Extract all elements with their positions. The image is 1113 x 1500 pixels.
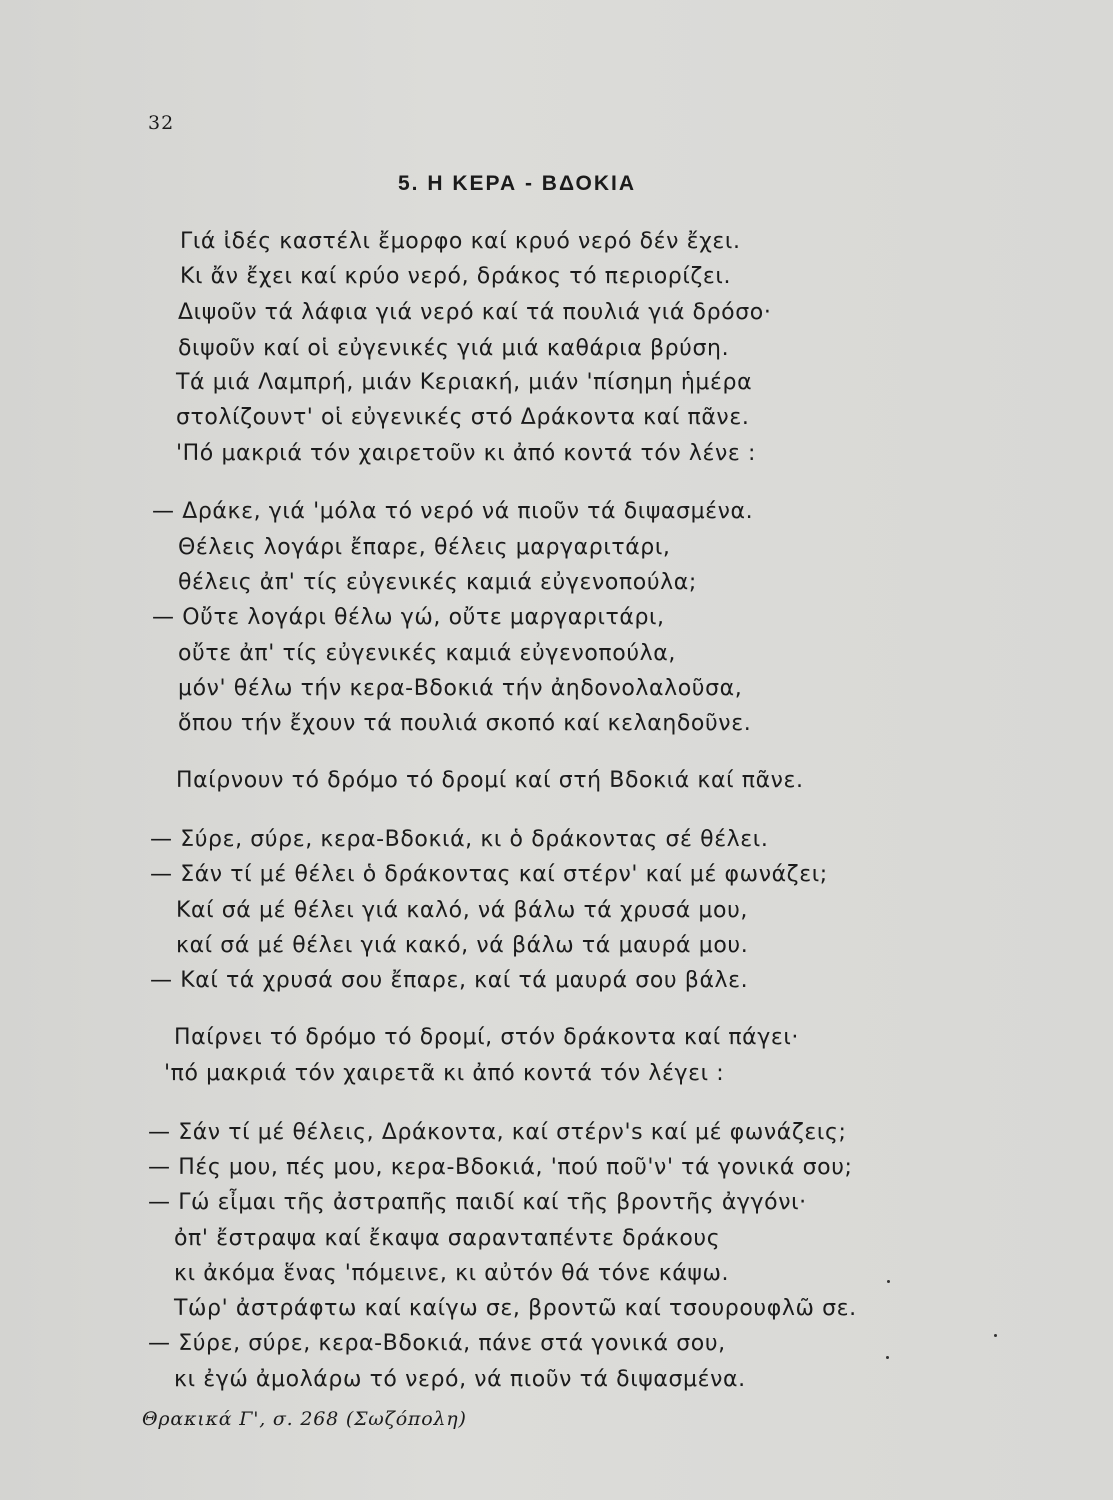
poem-line: ὀπ' ἔστραψα καί ἔκαψα σαρανταπέντε δράκους <box>174 1226 721 1251</box>
poem-line: θέλεις ἀπ' τίς εὐγενικές καμιά εὐγενοπούλα; <box>178 570 697 595</box>
poem-line: — Σάν τί μέ θέλεις, Δράκοντα, καί στέρν's καί μέ φωνάζεις; <box>148 1120 847 1145</box>
poem-line: — Πές μου, πές μου, κερα-Βδοκιά, 'πού ποῦ'ν' τά γονικά σου; <box>148 1155 853 1180</box>
ink-speck <box>887 1280 890 1283</box>
poem-line: Τά μιά Λαμπρή, μιάν Κεριακή, μιάν 'πίσημη ἡμέρα <box>176 370 753 395</box>
poem-line: — Δράκε, γιά 'μόλα τό νερό νά πιοῦν τά διψασμένα. <box>152 499 754 524</box>
poem-line: Τώρ' ἀστράφτω καί καίγω σε, βροντῶ καί τσουρουφλῶ σε. <box>174 1296 857 1321</box>
poem-line: — Σύρε, σύρε, κερα-Βδοκιά, κι ὁ δράκοντας σέ θέλει. <box>150 827 769 852</box>
poem-line: καί σά μέ θέλει γιά κακό, νά βάλω τά μαυρά μου. <box>176 933 749 958</box>
poem-line: Παίρνουν τό δρόμο τό δρομί καί στή Βδοκιά καί πᾶνε. <box>176 768 804 793</box>
poem-line: Διψοῦν τά λάφια γιά νερό καί τά πουλιά γιά δρόσο· <box>178 300 772 325</box>
poem-line: — Σύρε, σύρε, κερα-Βδοκιά, πάνε στά γονικά σου, <box>148 1331 726 1356</box>
poem-line: διψοῦν καί οἱ εὐγενικές γιά μιά καθάρια βρύση. <box>178 336 730 361</box>
poem-line: Παίρνει τό δρόμο τό δρομί, στόν δράκοντα καί πάγει· <box>174 1025 800 1050</box>
poem-line: — Οὔτε λογάρι θέλω γώ, οὔτε μαργαριτάρι, <box>152 605 665 630</box>
ink-speck <box>994 1334 997 1337</box>
poem-line: 'Πό μακριά τόν χαιρετοῦν κι ἀπό κοντά τόν λένε : <box>176 441 756 466</box>
poem-line: Καί σά μέ θέλει γιά καλό, νά βάλω τά χρυσά μου, <box>176 898 749 923</box>
poem-line: Κι ἄν ἔχει καί κρύο νερό, δράκος τό περιορίζει. <box>180 264 732 289</box>
poem-line: 'πό μακριά τόν χαιρετᾶ κι ἀπό κοντά τόν λέγει : <box>164 1061 725 1086</box>
source-citation: Θρακικά Γ', σ. 268 (Σωζόπολη) <box>142 1408 467 1430</box>
poem-line: μόν' θέλω τήν κερα-Βδοκιά τήν ἀηδονολαλοῦσα, <box>178 676 743 701</box>
poem-line: κι ἐγώ ἀμολάρω τό νερό, νά πιοῦν τά διψασμένα. <box>174 1367 746 1392</box>
ink-speck <box>886 1356 889 1359</box>
poem-title: 5. Η ΚΕΡΑ - ΒΔΟΚΙΑ <box>398 172 636 195</box>
poem-line: κι ἀκόμα ἕνας 'πόμεινε, κι αὐτόν θά τόνε κάψω. <box>174 1261 730 1286</box>
page-number: 32 <box>148 112 175 134</box>
poem-line: ὅπου τήν ἔχουν τά πουλιά σκοπό καί κελαηδοῦνε. <box>178 711 752 736</box>
poem-line: — Γώ εἶμαι τῆς ἀστραπῆς παιδί καί τῆς βροντῆς ἀγγόνι· <box>148 1190 807 1215</box>
poem-line: Γιά ἰδές καστέλι ἔμορφο καί κρυό νερό δέν ἔχει. <box>180 229 741 254</box>
poem-line: — Σάν τί μέ θέλει ὁ δράκοντας καί στέρν' καί μέ φωνάζει; <box>150 862 828 887</box>
poem-line: οὔτε ἀπ' τίς εὐγενικές καμιά εὐγενοπούλα, <box>178 641 676 666</box>
poem-line: Θέλεις λογάρι ἔπαρε, θέλεις μαργαριτάρι, <box>178 535 671 560</box>
poem-line: — Καί τά χρυσά σου ἔπαρε, καί τά μαυρά σου βάλε. <box>150 968 749 993</box>
poem-line: στολίζουντ' οἱ εὐγενικές στό Δράκοντα καί πᾶνε. <box>176 405 750 430</box>
